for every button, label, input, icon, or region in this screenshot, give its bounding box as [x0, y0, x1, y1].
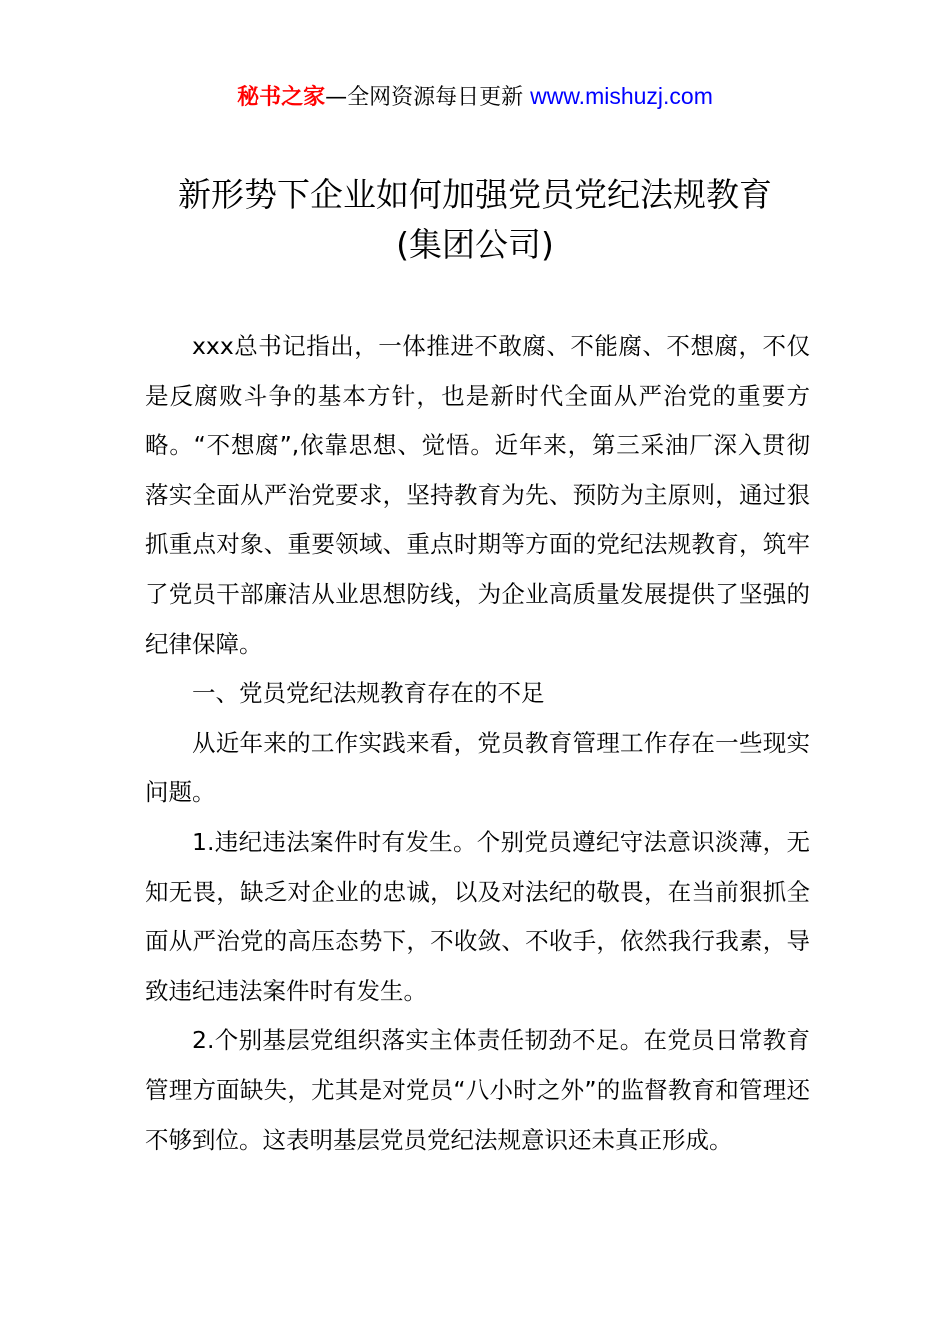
- paragraph-point-2: 2.个别基层党组织落实主体责任韧劲不足。在党员日常教育管理方面缺失，尤其是对党员“八小时之外”的监督教育和管理还不够到位。这表明基层党员党纪法规意识还未真正形成。: [145, 1026, 810, 1154]
- paragraph-point-1: 1.违纪违法案件时有发生。个别党员遵纪守法意识淡薄，无知无畏，缺乏对企业的忠诚，以及对法纪的敬畏，在当前狠抓全面从严治党的高压态势下，不收敛、不收手，依然我行我素，导致违纪违法案件时有发生。: [145, 827, 810, 1005]
- section-heading-1: 一、党员党纪法规教育存在的不足: [192, 679, 545, 708]
- document-title: [0, 170, 950, 270]
- paragraph-intro: xxx总书记指出，一体推进不敢腐、不能腐、不想腐，不仅是反腐败斗争的基本方针，也是新时代全面从严治党的重要方略。“不想腐”,依靠思想、觉悟。近年来，第三采油厂深入贯彻落实全面从严治党要求，坚持教育为先、预防为主原则，通过狠抓重点对象、重要领域、重点时期等方面的党纪法规教育，筑牢了党员干部廉洁从业思想防线，为企业高质量发展提供了坚强的纪律保障。: [145, 332, 810, 658]
- document-body: [145, 322, 810, 1165]
- site-slogan: —全网资源每日更新: [325, 85, 531, 110]
- document-title-line2: (集团公司): [396, 225, 554, 264]
- site-header: [0, 80, 950, 114]
- site-url-link[interactable]: www.mishuzj.com: [530, 83, 713, 109]
- document-title-line1: 新形势下企业如何加强党员党纪法规教育: [178, 175, 772, 214]
- site-brand: 秘书之家: [237, 85, 326, 110]
- paragraph-section-1-intro: 从近年来的工作实践来看，党员教育管理工作存在一些现实问题。: [145, 728, 810, 807]
